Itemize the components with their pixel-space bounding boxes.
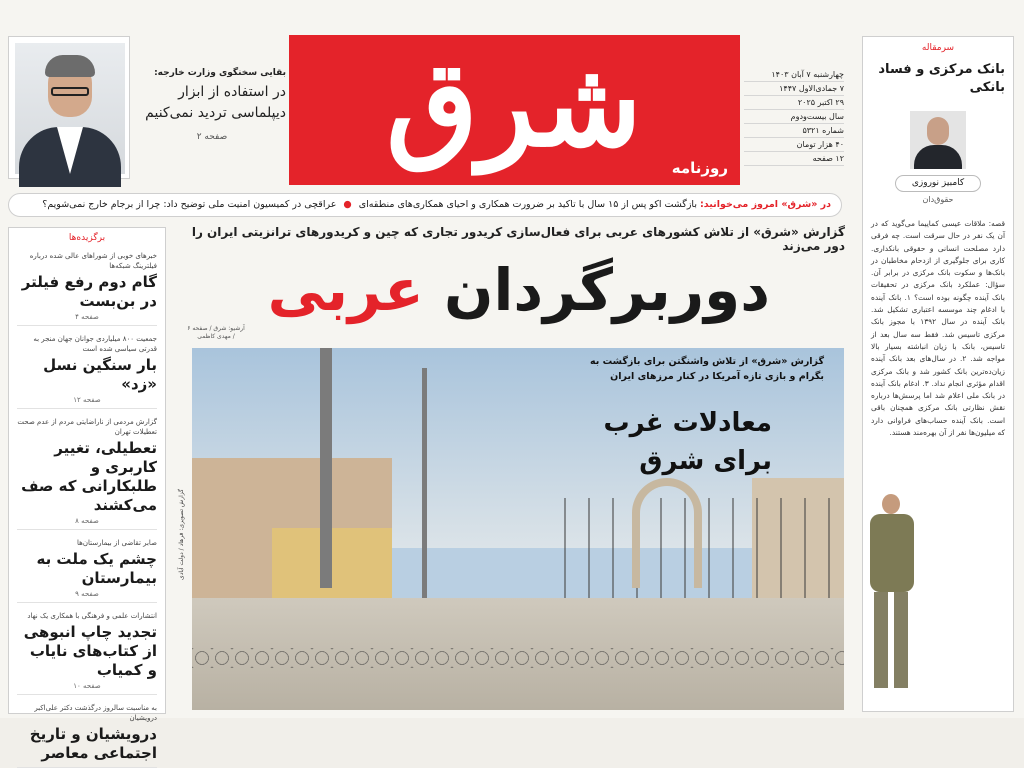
photo-lamp-pole: [422, 368, 427, 598]
logo-wordmark: شرق: [386, 34, 642, 173]
logo-subtitle: روزنامه: [671, 159, 728, 177]
spokesperson-photo: [15, 43, 125, 174]
story-page: صفحه ۸: [75, 517, 99, 525]
editorial-body: قصه: ملاقات عیسی کماییما می‌گوید که در آن یک نفر در حال سرقت است. چه فرقی دارد مصلحت انسانی و حقوقی بانکداری. کاری برای جلوگیری از ازدحام مخاطبان در بانک‌ها و سکوت بانک مرکزی در برابر آن. سؤال: عملکرد بانک مرکزی در تحقیقات بانک آینده چگونه بوده است؟ ۱. بانک آینده با ادغام چند موسسه اعتباری تشکیل شد. بانک آینده در سال ۱۳۹۲ با مجوز بانک مرکزی تاسیس شد. فقط سه سال بعد از تاسیس، بانک با زیان انباشته بسیار بالا مواجه شد. ۲. در سال‌های بعد بانک آینده زیان‌ده‌ترین بانک کشور شد و بانک مرکزی اقدام مؤثری انجام نداد. ۳. ادغام بانک آینده در بانک ملی اعلام شد اما پرسش‌ها درباره نقش نظارتی بانک مرکزی همچنان باقی است. بانک آینده حساب‌های فراوانی دارد که میلیون‌ها نفر از آن بهره‌مند هستند.: [871, 219, 1006, 438]
headlines-ticker[interactable]: [8, 193, 842, 217]
ticker-item[interactable]: عراقچی در کمیسیون امنیت ملی توضیح داد: چرا از برجام خارج نمی‌شویم؟: [42, 199, 337, 210]
highlights-column: [8, 227, 166, 762]
photo-story-kicker: گزارش «شرق» از تلاش واشنگتن برای بازگشت به بگرام و بازی تازه آمریکا در کنار مرزهای ایران: [589, 356, 824, 382]
editorial-title[interactable]: بانک مرکزی و فساد بانکی: [878, 62, 1005, 95]
editorial-label: سرمقاله: [921, 43, 955, 53]
story-kicker: صابر تقاضی از بیمارستان‌ها: [77, 539, 157, 547]
ticker-item[interactable]: بازگشت اکو پس از ۱۵ سال با تاکید بر ضرورت همکاری و احیای همکاری‌های منطقه‌ای: [358, 199, 697, 210]
story-page: صفحه ۴: [75, 313, 99, 321]
story-headline[interactable]: بار سنگین نسل «زد»: [43, 356, 157, 393]
ticker-label: در «شرق» امروز می‌خوانید:: [700, 199, 831, 210]
lead-photo[interactable]: [192, 348, 844, 710]
story-item[interactable]: [17, 611, 157, 695]
main-headline-black: دوربرگردان: [443, 256, 770, 324]
soldier-leg: [894, 592, 908, 688]
photo-barbed-wire: [192, 648, 844, 668]
portrait-glasses: [51, 87, 89, 96]
story-item[interactable]: [17, 538, 157, 603]
story-headline[interactable]: درویشیان و تاریخ اجتماعی معاصر: [29, 725, 157, 762]
main-headline[interactable]: [267, 250, 770, 330]
soldier-head: [882, 494, 900, 514]
photo-archway: [632, 478, 702, 588]
soldier-body: [870, 514, 914, 592]
spokesperson-photo-frame: [8, 36, 130, 179]
main-story-credit: آرشیو: شرق / صفحه ۶ / مهدی کاظمی: [187, 325, 245, 340]
issue-number: شماره ۵۳۲۱: [744, 124, 844, 138]
avatar-body: [914, 145, 962, 169]
author-role: حقوق‌دان: [922, 195, 954, 204]
photo-building: [272, 528, 392, 608]
portrait-hair: [45, 55, 95, 77]
story-headline[interactable]: چشم یک ملت به بیمارستان: [36, 550, 157, 587]
avatar-head: [927, 117, 949, 145]
issue-hijri-date: ۷ جمادی‌الاول ۱۴۴۷: [744, 82, 844, 96]
issue-info: [744, 68, 844, 166]
main-headline-red: عربی: [267, 256, 424, 324]
lead-quote-text: در استفاده از ابزار دیپلماسی تردید نمی‌کنیم: [145, 84, 286, 121]
lead-quote[interactable]: [138, 68, 286, 142]
story-item[interactable]: [17, 334, 157, 409]
story-item[interactable]: [17, 703, 157, 768]
story-item[interactable]: [17, 417, 157, 530]
story-item[interactable]: [17, 251, 157, 326]
newspaper-logo: [289, 35, 740, 185]
issue-price: ۴۰ هزار تومان: [744, 138, 844, 152]
photo-side-credit: گزارش تصویری: فرهاد / دولت آبادی: [178, 489, 185, 580]
story-kicker: جمعیت ۸۰۰ میلیاردی جوانان جهان منجر به قدرتی سیاسی شده است: [33, 335, 157, 353]
soldier-leg: [874, 592, 888, 688]
story-kicker: گزارش مردمی از ناراضایتی مردم از عدم صحت تعطیلات تهران: [17, 418, 157, 436]
photo-pole: [320, 348, 332, 588]
story-headline[interactable]: تجدید چاپ انبوهی از کتاب‌های نایاب و کمیاب: [23, 623, 157, 679]
story-kicker: انتشارات علمی و فرهنگی با همکاری یک نهاد: [27, 612, 157, 620]
story-kicker: به مناسبت سالروز درگذشت دکتر علی‌اکبر درویشیان: [34, 704, 157, 722]
story-kicker: خبرهای خوبی از شوراهای عالی شده درباره فیلترینگ شبکه‌ها: [29, 252, 157, 270]
issue-gregorian-date: ۲۹ اکتبر ۲۰۲۵: [744, 96, 844, 110]
issue-pages: ۱۲ صفحه: [744, 152, 844, 166]
story-headline[interactable]: گام دوم رفع فیلتر در بن‌بست: [21, 273, 157, 310]
lead-quote-kicker: بقایی سخنگوی وزارت خارجه:: [154, 68, 286, 78]
lead-quote-page: صفحه ۲: [196, 132, 228, 142]
photo-story-headline[interactable]: معادلات غرب برای شرق: [603, 408, 772, 476]
highlights-label: برگزیده‌ها: [68, 233, 106, 243]
story-page: صفحه ۹: [75, 590, 99, 598]
story-headline[interactable]: تعطیلی، تغییر کاربری و طلبکارانی که صف می‌کشند: [21, 439, 157, 514]
issue-year: سال بیست‌ودوم: [744, 110, 844, 124]
author-name: کامبیز نوروزی: [895, 175, 981, 192]
story-page: صفحه ۱۲: [73, 396, 101, 404]
story-page: صفحه ۱۰: [73, 682, 101, 690]
main-story-kicker: گزارش «شرق» از تلاش کشورهای عربی برای فعال‌سازی کریدور تجاری که چین و کریدورهای ترانزیتی ایران را دور می‌زند: [191, 225, 845, 253]
issue-date: چهارشنبه ۷ آبان ۱۴۰۳: [744, 68, 844, 82]
author-avatar: [910, 111, 966, 169]
bullet-icon: ●: [343, 199, 352, 210]
